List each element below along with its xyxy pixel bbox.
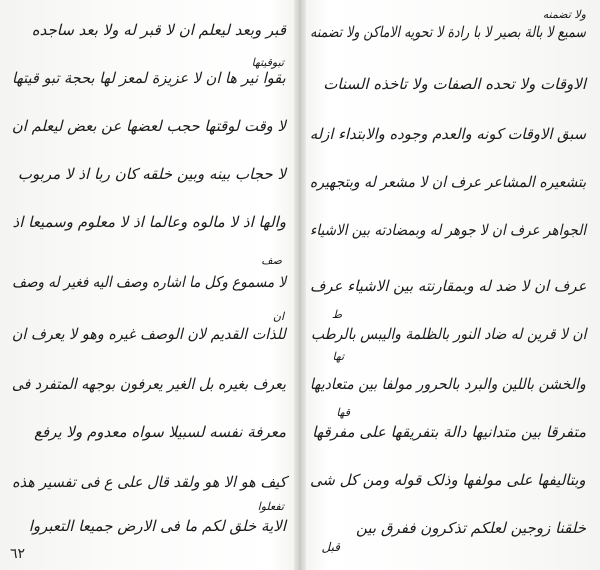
left-line-5: والها اذ لا مالوه وعالما اذ لا معلوم وسمیعا اذ — [12, 213, 286, 231]
left-line-1: قبر وبعد لیعلم ان لا قبر له ولا بعد ساجده — [31, 21, 286, 39]
right-line-1: سمیع لا بالة بصیر لا با رادة لا تحویه الاماکن ولا تضمنه — [310, 23, 586, 41]
left-note-4: تفعلوا — [257, 500, 284, 513]
right-line-3: سبق الاوقات کونه والعدم وجوده والابتداء ازله — [309, 125, 586, 143]
left-line-7: للذات القدیم لان الوصف غیره وهو لا یعرف ان — [12, 325, 286, 343]
left-note-2: صف — [261, 254, 282, 267]
right-line-5: الجواهر عرف ان لا جوهر له وبمضادته بین الاشیاء — [309, 221, 586, 239]
page-number: ٦٢ — [10, 546, 26, 562]
right-line-10: وبتالیفها علی مولفها وذلک قوله ومن کل شی — [310, 471, 586, 489]
right-note-4: قها — [336, 406, 350, 419]
right-line-6: عرف ان لا ضد له وبمقارنته بین الاشیاء عرف — [309, 277, 586, 295]
right-line-7: ان لا قرین له ضاد النور بالظلمة والیبس بالرطب — [310, 325, 586, 343]
right-note-2: ط — [331, 308, 342, 321]
left-line-8: یعرف بغیره بل الغیر یعرفون بوجهه المتفرد فی — [11, 375, 286, 393]
right-page — [306, 8, 592, 556]
right-catchword: قبل — [321, 540, 340, 554]
right-line-9: متفرقا بین متدانیها دالة بتفریقها علی مفرقها — [312, 423, 586, 441]
left-line-2: بقوا نیر ها ان لا عزیزة لمعز لها بحجة تبو قیتها — [12, 69, 286, 87]
left-note-1: تبوقیتها — [251, 56, 284, 69]
left-line-11: الایة خلق لکم ما فی الارض جمیعا التعبروا — [28, 517, 286, 535]
left-note-3: ان — [272, 310, 284, 323]
right-note-1: ولا تضمنه — [542, 8, 586, 21]
left-line-9: معرفة نفسه لسبیلا سواه معدوم ولا یرفع — [34, 423, 286, 441]
left-line-3: لا وقت لوقتها حجب لعضها عن بعض لیعلم ان — [11, 117, 286, 135]
left-line-4: لا حجاب بینه وبین خلقه کان ربا اذ لا مربوب — [17, 165, 286, 183]
right-note-3: تها — [332, 350, 344, 363]
right-line-8: والخشن باللین والبرد بالحرور مولفا بین متعادیها — [310, 375, 586, 393]
right-line-4: بتشعیره المشاعر عرف ان لا مشعر له وبتجهیره — [309, 173, 586, 191]
left-line-10: کیف هو الا هو ولقد قال علی ع فی تفسیر هذه — [11, 473, 286, 491]
right-line-11: خلقنا زوجین لعلکم تذکرون ففرق بین — [355, 519, 586, 537]
book-gutter — [294, 0, 306, 570]
left-line-6: لا مسموع وکل ما اشاره وصف الیه فغیر له وصف — [11, 273, 286, 291]
right-line-2: الاوقات ولا تحده الصفات ولا تاخذه السنات — [323, 75, 586, 93]
left-page — [8, 8, 292, 556]
